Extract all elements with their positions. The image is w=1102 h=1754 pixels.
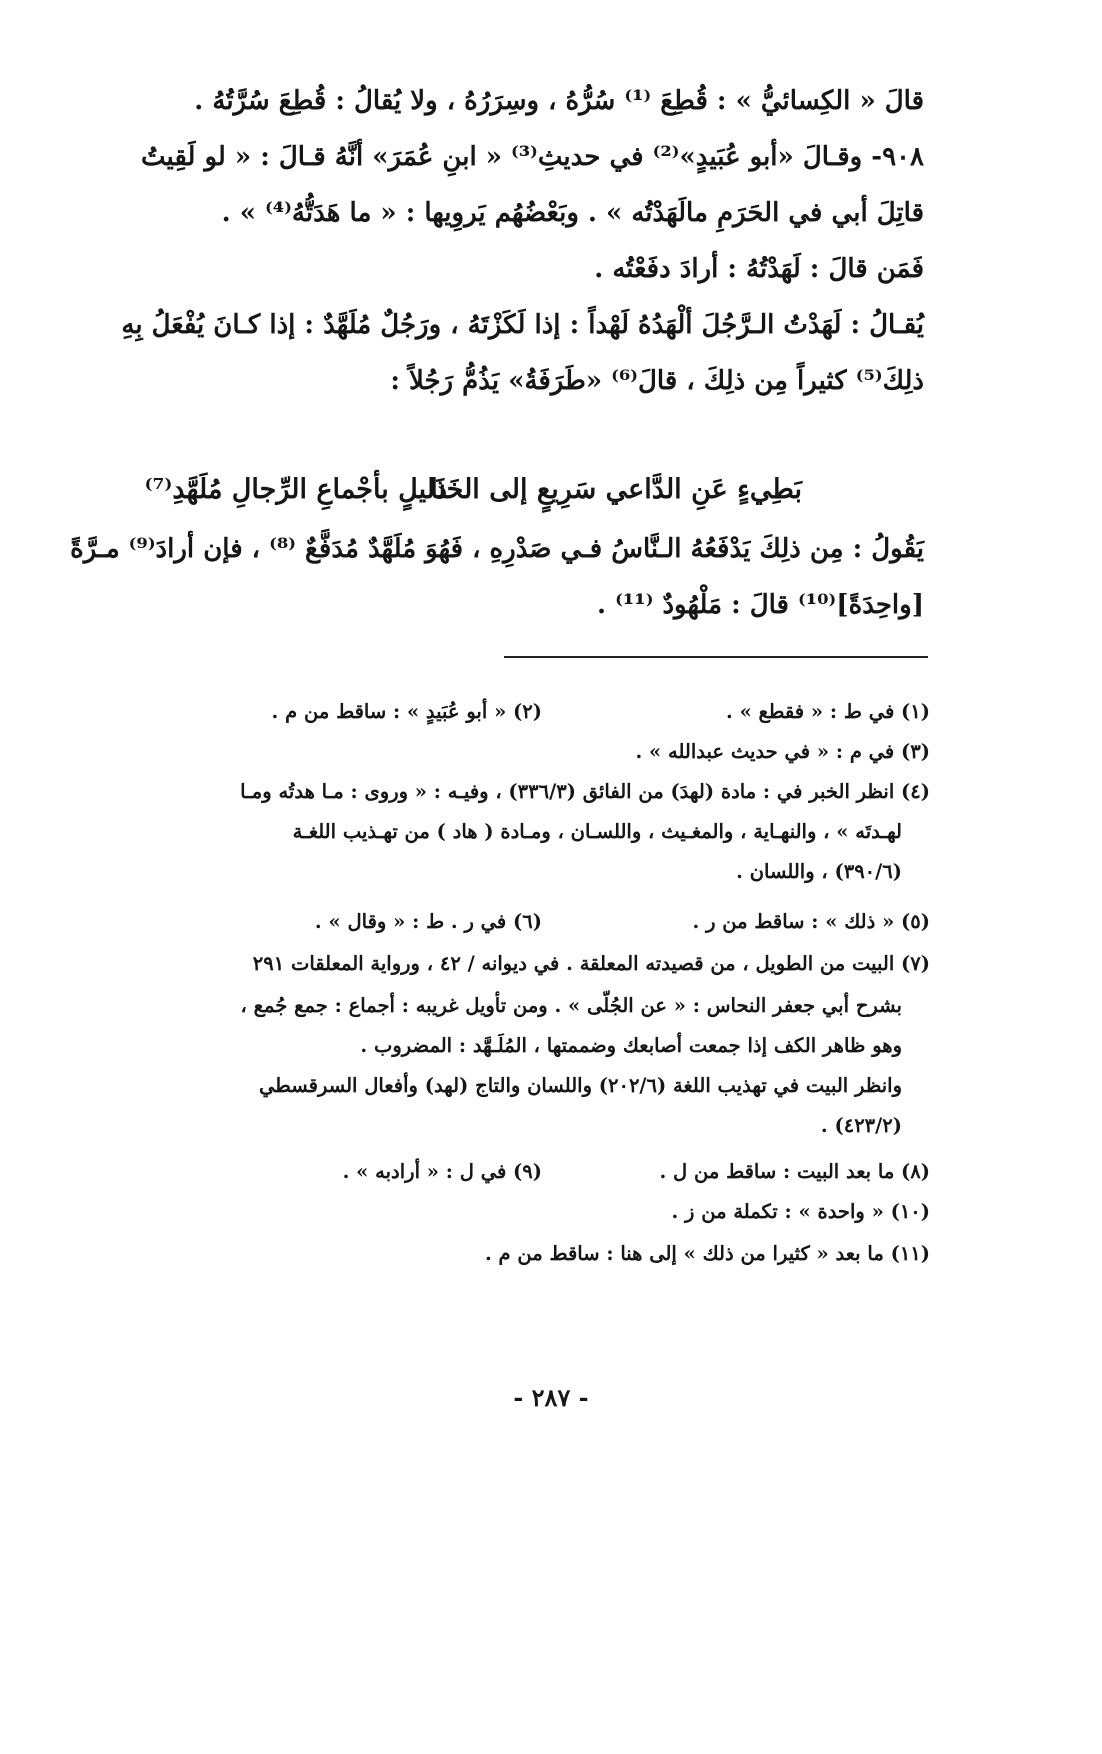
footnote-6: (٦) في ر . ط : « وقال » . — [314, 910, 542, 933]
footnote-5: (٥) « ذلك » : ساقط من ر . — [692, 910, 930, 933]
footnote-11: (١١) ما بعد « كثيرا من ذلك » إلى هنا : ساقط من م . — [484, 1242, 930, 1265]
footnote-3: (٣) في م : « في حديث عبدالله » . — [635, 740, 930, 763]
footnote-1: (١) في ط : « فقطع » . — [726, 700, 930, 723]
footnote-7-line-5: (٤٢٣/٢) . — [820, 1114, 902, 1137]
main-text-line-5: يُقـالُ : لَهَدْتُ الـرَّجُلَ ألْهَدُهُ لَهْداً : إذا لَكَزْتَهُ ، ورَجُلٌ مُلَهَّدٌ : إذا كـانَ يُفْعَلُ بِهِ — [121, 310, 924, 340]
footnote-2: (٢) « أبو عُبَيدٍ » : ساقط من م . — [271, 700, 542, 723]
page-number: - ٢٨٧ - — [513, 1383, 589, 1412]
main-text-line-2: ٩٠٨- وقـالَ «أبو عُبَيدٍ»⁽²⁾ في حديثِ⁽³⁾ « ابنِ عُمَرَ» أنَّهُ قـالَ : « لو لَقِيتُ — [141, 142, 924, 172]
main-text-line-8: [واحِدَةً]⁽¹⁰⁾ قالَ : مَلْهُودٌ ⁽¹¹⁾ . — [597, 590, 924, 620]
verse-first-hemistich: بَطِيءٍ عَنِ الدَّاعي سَرِيعٍ إلى الخَنا — [430, 474, 802, 505]
footnote-8: (٨) ما بعد البيت : ساقط من ل . — [659, 1160, 930, 1183]
footnote-4-line-3: (٣٩٠/٦) ، واللسان . — [736, 860, 902, 883]
main-text-line-7: يَقُولُ : مِن ذلِكَ يَدْفَعُهُ الـنَّاسُ فـي صَدْرِهِ ، فَهُوَ مُلَهَّدٌ مُدَفَّعٌ ⁽⁸⁾ ، فإن أرادَ⁽⁹⁾ مـرَّةً — [70, 534, 924, 564]
footnote-7-line-4: وانظر البيت في تهذيب اللغة (٢٠٢/٦) واللسان والتاج (لهد) وأفعال السرقسطي — [258, 1074, 902, 1097]
main-text-line-1: قالَ « الكِسائيُّ » : قُطِعَ ⁽¹⁾ سُرُّهُ ، وسِرَرُهُ ، ولا يُقالُ : قُطِعَ سُرَّتُهُ . — [194, 86, 924, 116]
footnote-4-line-2: لهـدتَه » ، والنهـاية ، والمغـيث ، واللسـان ، ومـادة ( هاد ) من تهـذيب اللغـة — [292, 820, 902, 843]
main-text-line-3: قاتِلَ أبي في الحَرَمِ مالَهَدْتُه » . وبَعْضُهُم يَروِيها : « ما هَدَتُّهُ⁽⁴⁾ » . — [221, 198, 924, 228]
footnote-9: (٩) في ل : « أرادبه » . — [342, 1160, 542, 1183]
main-text-line-4: فَمَن قالَ : لَهَدْتُهُ : أرادَ دفَعْتُه . — [594, 254, 924, 284]
footnote-10: (١٠) « واحدة » : تكملة من ز . — [671, 1200, 930, 1223]
main-text-line-6: ذلِكَ⁽⁵⁾ كثيراً مِن ذلِكَ ، قالَ⁽⁶⁾ «طَرَفَةُ» يَذُمُّ رَجُلاً : — [390, 366, 924, 396]
footnote-7-line-1: (٧) البيت من الطويل ، من قصيدته المعلقة . في ديوانه / ٤٢ ، ورواية المعلقات ٢٩١ — [252, 952, 930, 975]
footnote-7-line-2: بشرح أبي جعفر النحاس : « عن الجُلّى » . ومن تأويل غريبه : أجماع : جمع جُمع ، — [240, 994, 902, 1017]
verse-second-hemistich: ذَليلٍ بأجْماعِ الرِّجالِ مُلَهَّدِ⁽⁷⁾ — [144, 474, 447, 505]
footnote-separator — [504, 656, 928, 658]
footnote-4-line-1: (٤) انظر الخبر في : مادة (لهدَ) من الفائق (٣٣٦/٣) ، وفيـه : « وروى : مـا هدتُه ومـا — [240, 780, 930, 803]
footnote-7-line-3: وهو ظاهر الكف إذا جمعت أصابعك وضممتها ، المُلَـهَّد : المضروب . — [360, 1034, 902, 1057]
